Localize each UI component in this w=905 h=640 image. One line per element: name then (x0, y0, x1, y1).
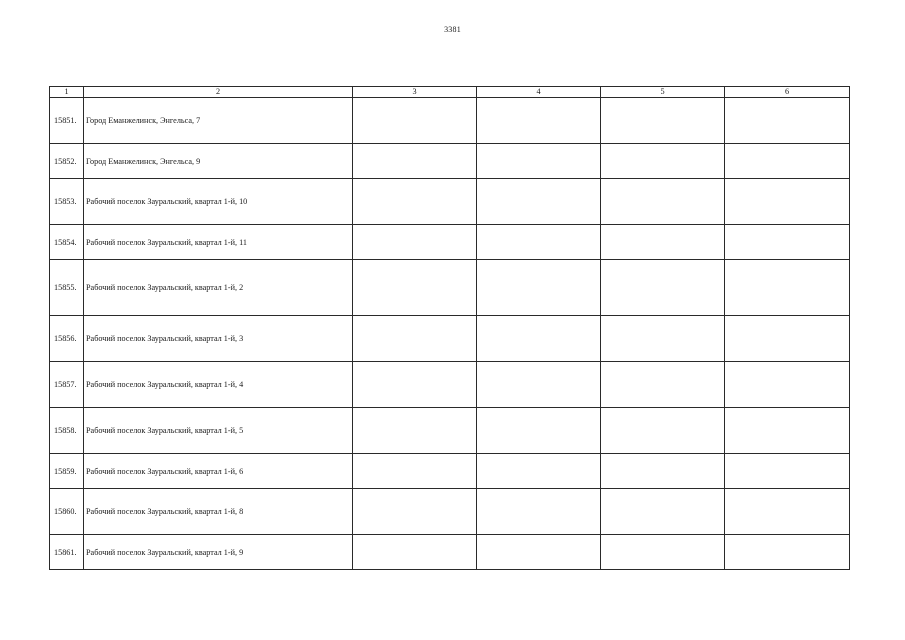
row-cell-5 (601, 408, 725, 454)
row-cell-6 (725, 144, 850, 179)
table-row (50, 260, 850, 316)
table-body (50, 98, 850, 570)
table-row (50, 225, 850, 260)
row-cell-4 (477, 179, 601, 225)
table-header (50, 87, 850, 98)
row-cell-6 (725, 98, 850, 144)
row-number: 15861. (50, 535, 84, 570)
row-number: 15860. (50, 489, 84, 535)
row-cell-4 (477, 454, 601, 489)
header-col-5: 5 (601, 87, 725, 98)
table-row (50, 454, 850, 489)
row-number: 15856. (50, 316, 84, 362)
row-cell-5 (601, 316, 725, 362)
page-number: 3381 (444, 25, 461, 34)
header-col-4: 4 (477, 87, 601, 98)
row-address: Город Еманжелинск, Энгельса, 9 (84, 144, 353, 179)
table-row (50, 489, 850, 535)
table-row (50, 535, 850, 570)
row-cell-5 (601, 179, 725, 225)
row-address: Рабочий поселок Зауральский, квартал 1-й, 5 (84, 408, 353, 454)
row-cell-3 (353, 316, 477, 362)
row-cell-4 (477, 225, 601, 260)
row-cell-5 (601, 144, 725, 179)
row-cell-4 (477, 535, 601, 570)
row-cell-3 (353, 144, 477, 179)
row-address: Рабочий поселок Зауральский, квартал 1-й, 11 (84, 225, 353, 260)
row-cell-3 (353, 179, 477, 225)
row-cell-3 (353, 98, 477, 144)
table-row (50, 144, 850, 179)
row-address: Рабочий поселок Зауральский, квартал 1-й, 4 (84, 362, 353, 408)
row-cell-4 (477, 362, 601, 408)
row-cell-6 (725, 489, 850, 535)
row-cell-3 (353, 489, 477, 535)
row-address: Рабочий поселок Зауральский, квартал 1-й, 8 (84, 489, 353, 535)
row-number: 15852. (50, 144, 84, 179)
row-cell-5 (601, 225, 725, 260)
header-row (50, 87, 850, 98)
row-cell-3 (353, 535, 477, 570)
row-cell-4 (477, 489, 601, 535)
row-cell-6 (725, 535, 850, 570)
row-cell-6 (725, 260, 850, 316)
row-cell-6 (725, 179, 850, 225)
row-cell-3 (353, 260, 477, 316)
header-col-1: 1 (50, 87, 84, 98)
row-number: 15859. (50, 454, 84, 489)
table-row (50, 362, 850, 408)
header-col-2: 2 (84, 87, 353, 98)
row-cell-5 (601, 535, 725, 570)
row-cell-3 (353, 225, 477, 260)
row-number: 15853. (50, 179, 84, 225)
table-row (50, 179, 850, 225)
row-address: Рабочий поселок Зауральский, квартал 1-й, 6 (84, 454, 353, 489)
row-cell-6 (725, 225, 850, 260)
row-cell-3 (353, 362, 477, 408)
row-cell-6 (725, 316, 850, 362)
header-col-3: 3 (353, 87, 477, 98)
table-row (50, 98, 850, 144)
row-number: 15854. (50, 225, 84, 260)
row-address: Рабочий поселок Зауральский, квартал 1-й, 2 (84, 260, 353, 316)
row-cell-6 (725, 362, 850, 408)
table-row (50, 316, 850, 362)
row-cell-5 (601, 454, 725, 489)
row-cell-6 (725, 454, 850, 489)
row-address: Город Еманжелинск, Энгельса, 7 (84, 98, 353, 144)
row-cell-3 (353, 408, 477, 454)
table-row (50, 408, 850, 454)
row-number: 15851. (50, 98, 84, 144)
row-address: Рабочий поселок Зауральский, квартал 1-й, 3 (84, 316, 353, 362)
row-number: 15858. (50, 408, 84, 454)
row-cell-5 (601, 98, 725, 144)
row-cell-4 (477, 408, 601, 454)
row-address: Рабочий поселок Зауральский, квартал 1-й, 10 (84, 179, 353, 225)
row-cell-5 (601, 362, 725, 408)
row-number: 15857. (50, 362, 84, 408)
row-cell-6 (725, 408, 850, 454)
row-number: 15855. (50, 260, 84, 316)
row-cell-3 (353, 454, 477, 489)
header-col-6: 6 (725, 87, 850, 98)
row-cell-4 (477, 98, 601, 144)
row-cell-4 (477, 260, 601, 316)
row-address: Рабочий поселок Зауральский, квартал 1-й, 9 (84, 535, 353, 570)
row-cell-5 (601, 489, 725, 535)
row-cell-5 (601, 260, 725, 316)
registry-table (49, 86, 850, 570)
row-cell-4 (477, 316, 601, 362)
row-cell-4 (477, 144, 601, 179)
